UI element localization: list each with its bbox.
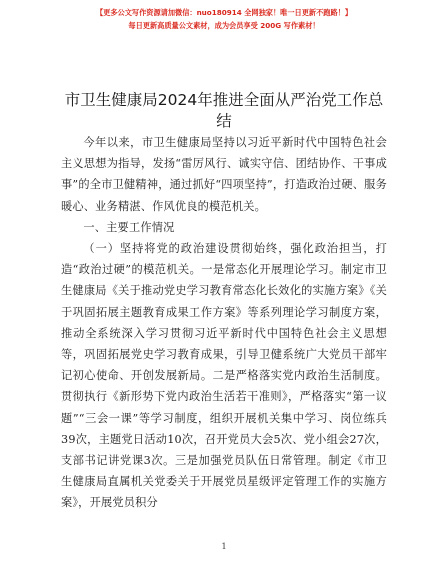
page-number: 1 — [221, 542, 227, 551]
document-body — [61, 132, 387, 514]
document-title: 市卫生健康局2024年推进全面从严治党工作总结 — [64, 91, 384, 130]
promo-banner — [0, 6, 448, 32]
promo-banner-line-2: 每日更新高质量公文素材，成为会员享受 200G 写作素材！ — [128, 21, 320, 30]
section-heading: 一、主要工作情况 — [83, 220, 175, 234]
body-paragraph: （一）坚持将党的政治建设贯彻始终，强化政治担当，打造“政治过硬”的模范机关。一是常态化开展理论学习。制定市卫生健康局《关于推动党史学习教育常态化长效化的实施方案》《关于巩固拓展主题教育成果工作方案》等系列理论学习制度方案，推动全系统深入学习贯彻习近平新时代中国特色社会主义思想等，巩固拓展党史学习教育成果，引导卫健系统广大党员干部牢记初心使命、开创发展新局。二是严格落实党内政治生活制度。贯彻执行《新形势下党内政治生活若干准则》，严格落实“第一议题”“三会一课”等学习制度，组织开展机关集中学习、岗位练兵39次，主题党日活动10次，召开党员大会5次、党小组会27次，支部书记讲党课3次。三是加强党员队伍日常管理。制定《市卫生健康局直属机关党委关于开展党员星级评定管理工作的实施方案》，开展党员积分 — [61, 242, 387, 510]
intro-paragraph: 今年以来，市卫生健康局坚持以习近平新时代中国特色社会主义思想为指导，发扬“雷厉风行、诚实守信、团结协作、干事成事”的全市卫健精神，通过抓好“四项坚持”，打造政治过硬、服务暖心、业务精湛、作风优良的模范机关。 — [61, 136, 387, 213]
promo-banner-line-1: 【更多公文写作资源请加微信：nuo180914 全网独家！唯一日更新不跑路！】 — [95, 8, 353, 17]
